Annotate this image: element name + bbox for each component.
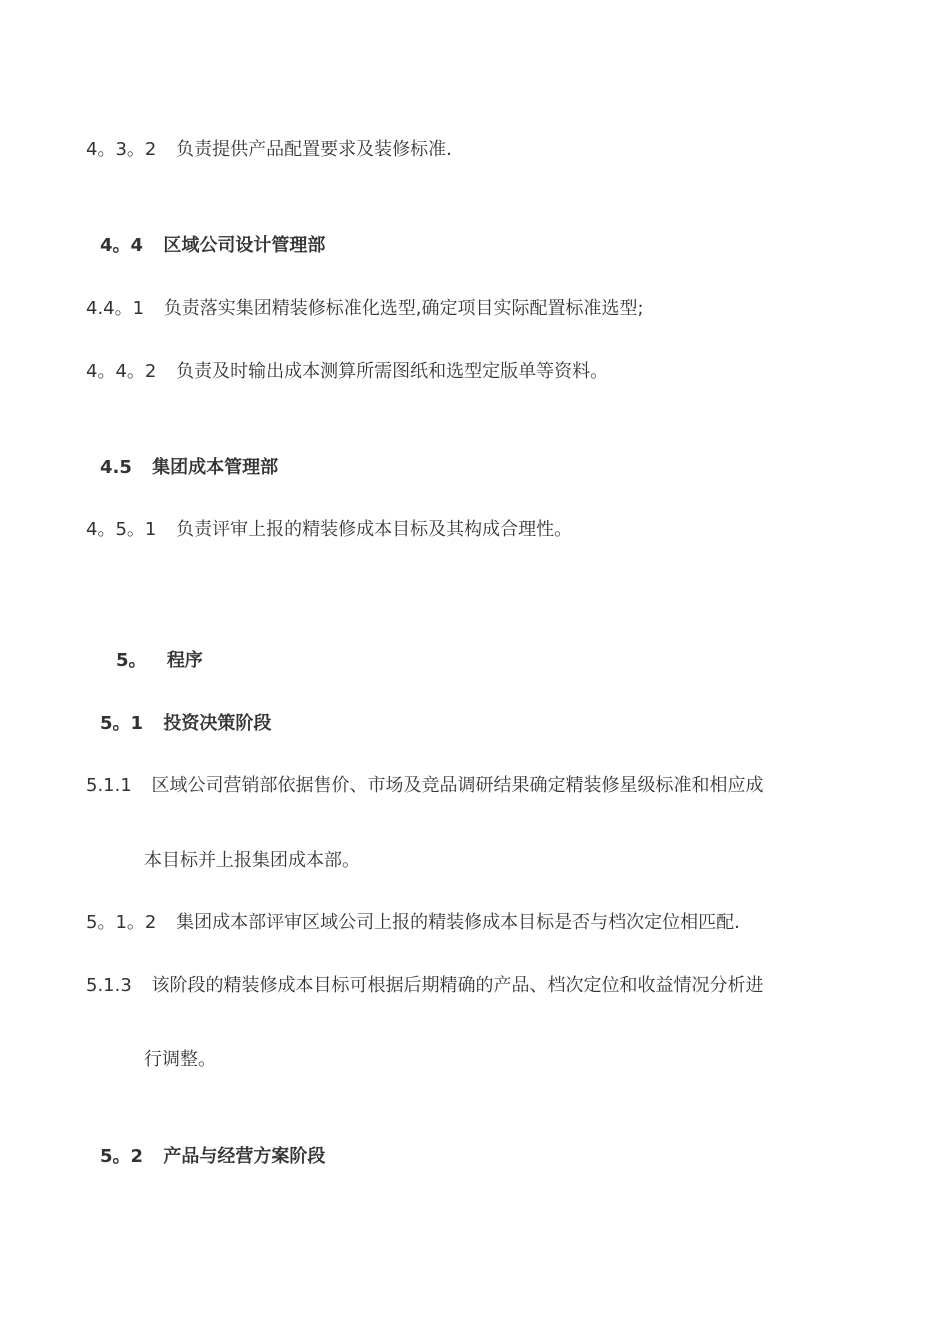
clause-number: 4。4。2	[86, 361, 157, 382]
clause-number: 5。1。2	[86, 912, 157, 933]
clause-4-3-2	[86, 138, 452, 162]
clause-5-1-1-continuation	[144, 849, 360, 873]
clause-text: 区域公司营销部依据售价、市场及竞品调研结果确定精装修星级标准和相应成	[151, 775, 764, 796]
section-heading-4-4	[100, 234, 325, 258]
section-title: 投资决策阶段	[163, 713, 272, 734]
clause-number: 4。5。1	[86, 519, 157, 540]
section-number: 4。4	[100, 235, 144, 256]
section-heading-5-2	[100, 1145, 325, 1169]
section-number: 4.5	[100, 457, 132, 478]
chapter-title: 程序	[166, 650, 203, 671]
clause-number: 4。3。2	[86, 139, 157, 160]
chapter-number: 5。	[116, 650, 147, 671]
clause-5-1-3-continuation	[144, 1048, 216, 1072]
clause-text: 负责提供产品配置要求及装修标准.	[176, 139, 452, 160]
clause-text: 负责及时输出成本测算所需图纸和选型定版单等资料。	[176, 361, 609, 382]
clause-5-1-1	[86, 774, 764, 798]
section-title: 集团成本管理部	[152, 457, 279, 478]
clause-number: 4.4。1	[86, 298, 145, 319]
section-number: 5。2	[100, 1146, 144, 1167]
clause-text: 负责落实集团精装修标准化选型,确定项目实际配置标准选型;	[163, 298, 644, 319]
clause-text: 本目标并上报集团成本部。	[144, 850, 360, 871]
clause-number: 5.1.1	[86, 775, 132, 796]
chapter-heading-5	[116, 649, 203, 673]
clause-text: 集团成本部评审区域公司上报的精装修成本目标是否与档次定位相匹配.	[176, 912, 740, 933]
section-heading-5-1	[100, 712, 271, 736]
clause-5-1-3	[86, 974, 764, 998]
clause-4-4-1	[86, 297, 644, 321]
clause-text: 负责评审上报的精装修成本目标及其构成合理性。	[176, 519, 573, 540]
section-title: 区域公司设计管理部	[163, 235, 326, 256]
section-number: 5。1	[100, 713, 144, 734]
clause-number: 5.1.3	[86, 975, 132, 996]
clause-4-5-1	[86, 518, 572, 542]
clause-4-4-2	[86, 360, 608, 384]
clause-text: 该阶段的精装修成本目标可根据后期精确的产品、档次定位和收益情况分析进	[151, 975, 764, 996]
clause-text: 行调整。	[144, 1049, 216, 1070]
section-heading-4-5	[100, 456, 278, 480]
clause-5-1-2	[86, 911, 740, 935]
section-title: 产品与经营方案阶段	[163, 1146, 326, 1167]
